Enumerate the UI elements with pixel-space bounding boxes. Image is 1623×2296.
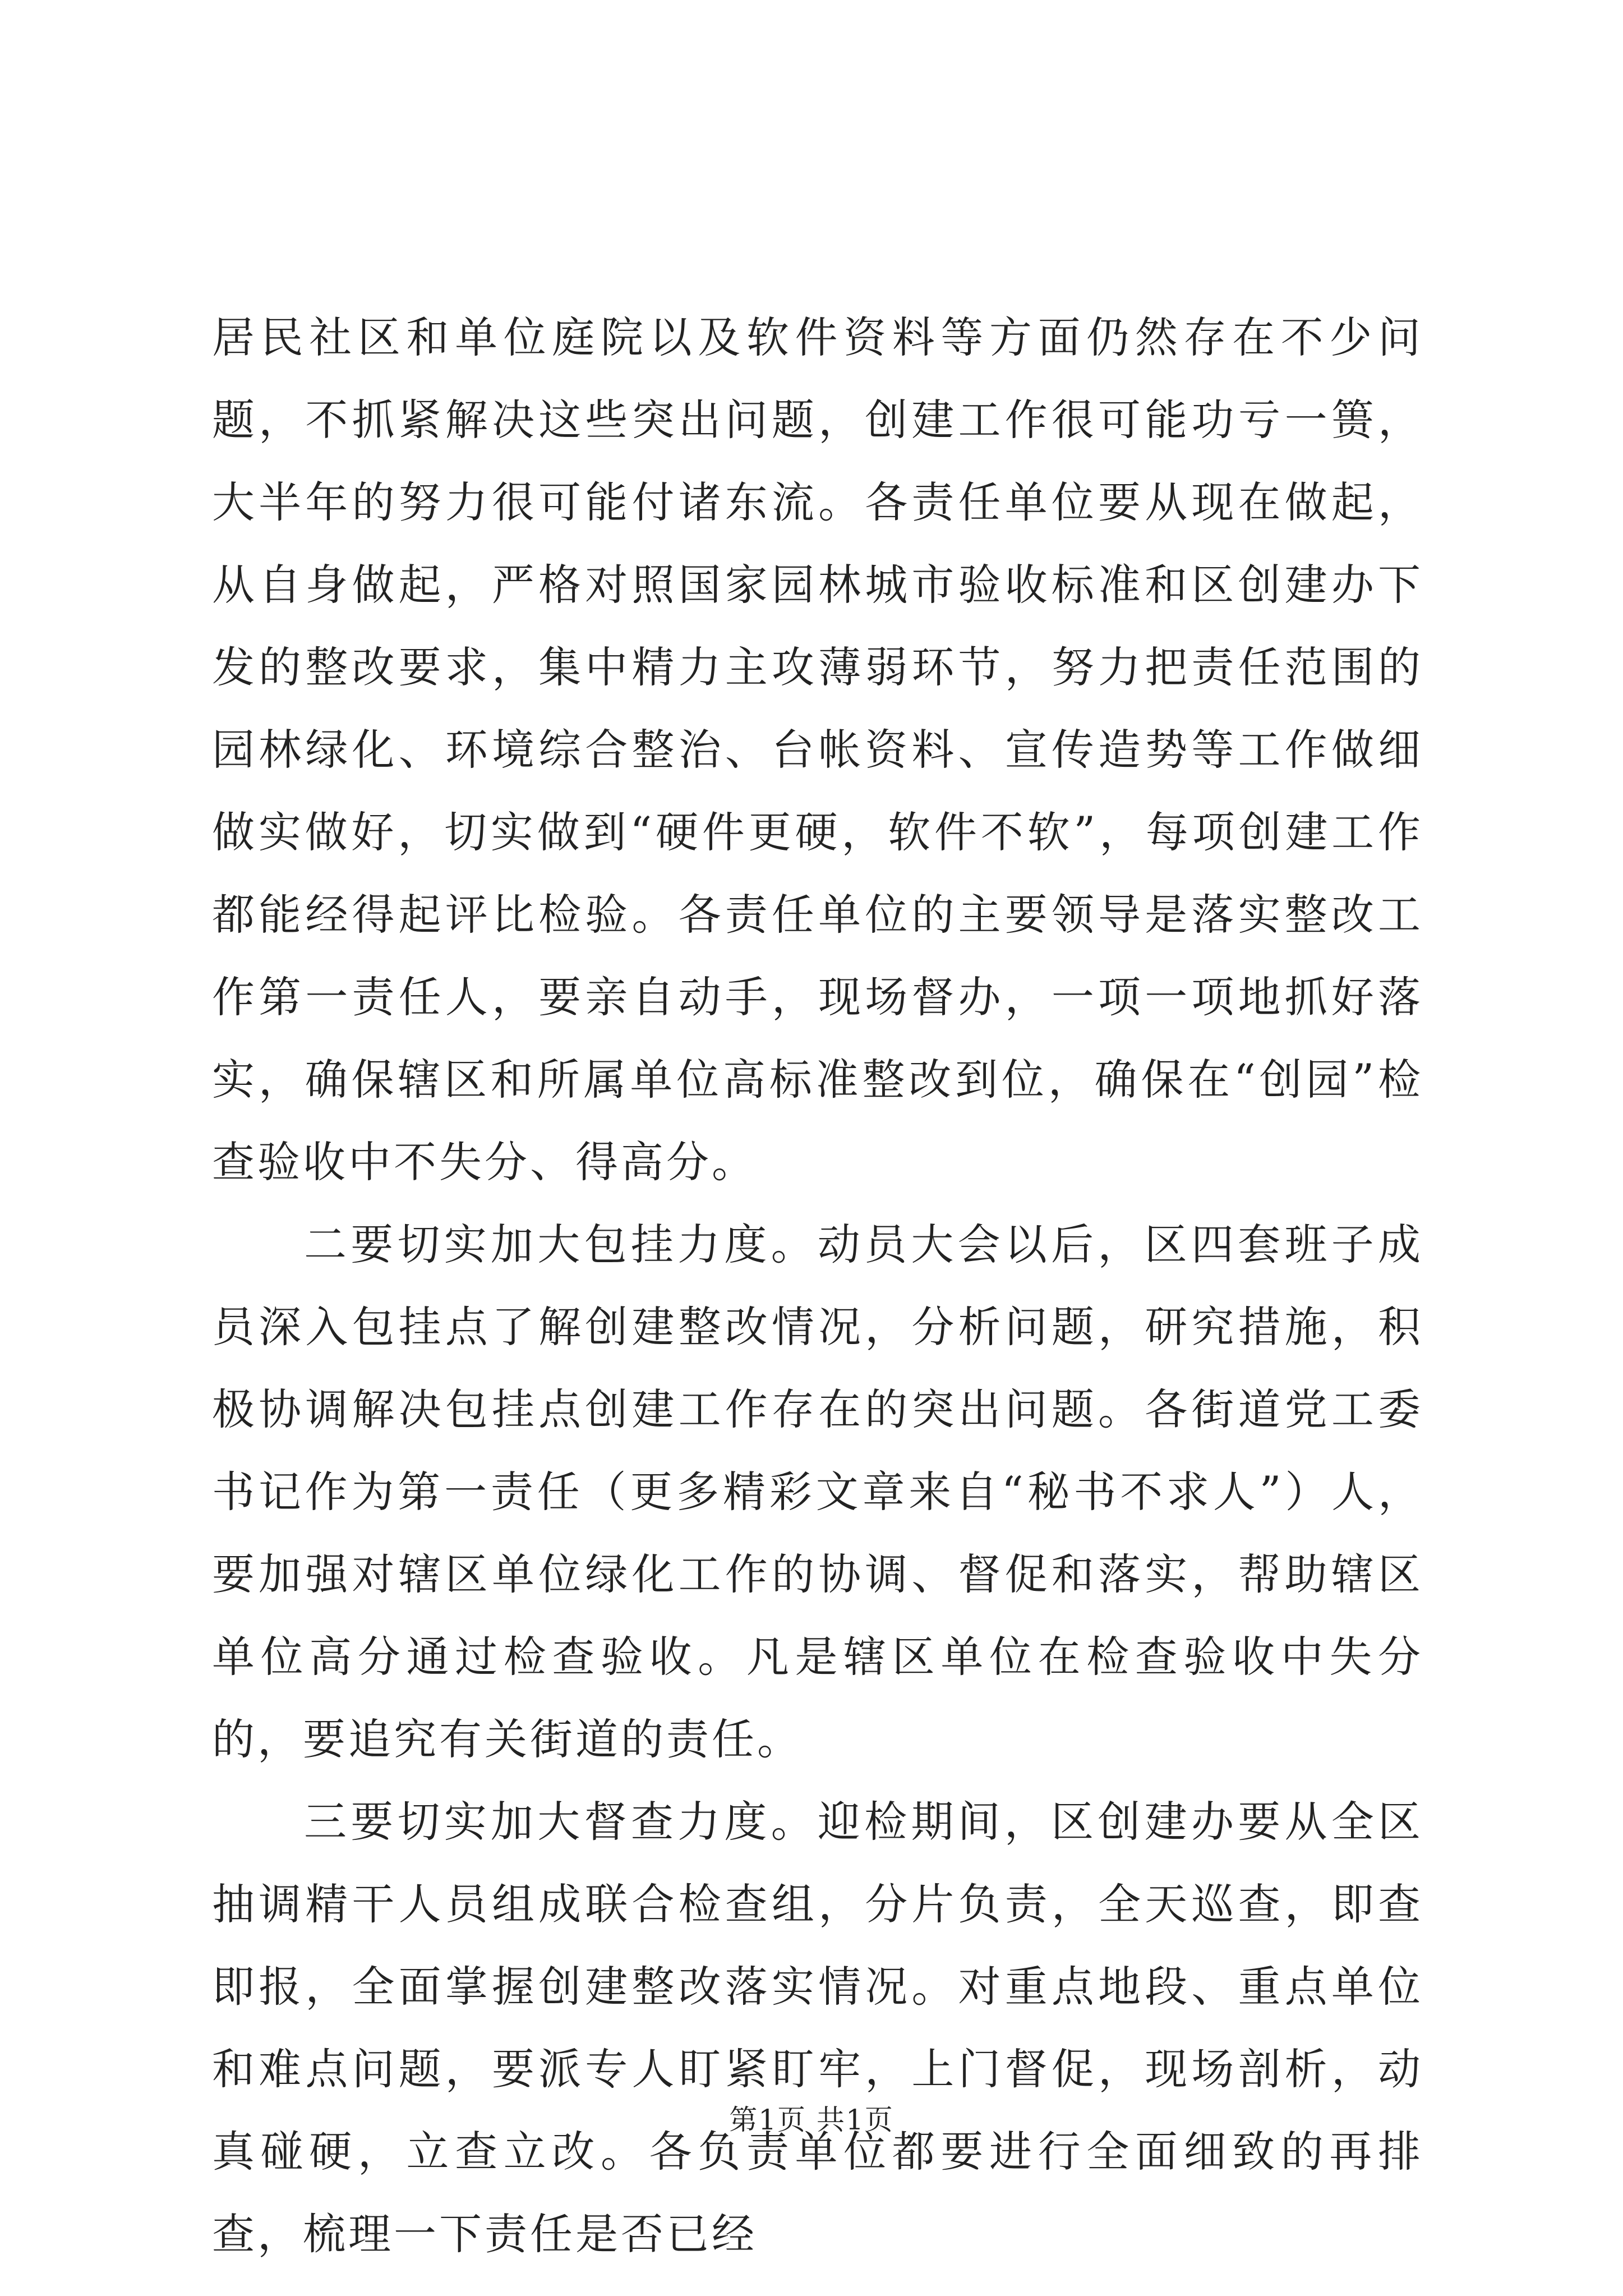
page-footer: 第1页 共1页: [729, 2104, 894, 2136]
paragraph-continuation: 居民社区和单位庭院以及软件资料等方面仍然存在不少问题，不抓紧解决这些突出问题，创建工作很可能功亏一篑，大半年的努力很可能付诸东流。各责任单位要从现在做起，从自身做起，严格对照国家园林城市验收标准和区创建办下发的整改要求，集中精力主攻薄弱环节，努力把责任范围的园林绿化、环境综合整治、台帐资料、宣传造势等工作做细做实做好，切实做到“硬件更硬，软件不软”，每项创建工作都能经得起评比检验。各责任单位的主要领导是落实整改工作第一责任人，要亲自动手，现场督办，一项一项地抓好落实，确保辖区和所属单位高标准整改到位，确保在“创园”检查验收中不失分、得高分。: [212, 312, 1423, 1187]
paragraph-point-three: 三要切实加大督查力度。迎检期间，区创建办要从全区抽调精干人员组成联合检查组，分片负责，全天巡查，即查即报，全面掌握创建整改落实情况。对重点地段、重点单位和难点问题，要派专人盯紧盯牢，上门督促，现场剖析，动真碰硬，立查立改。各负责单位都要进行全面细致的再排查，梳理一下责任是否已经: [212, 1797, 1423, 2259]
document-body: [212, 296, 1423, 2275]
paragraph-point-two: 二要切实加大包挂力度。动员大会以后，区四套班子成员深入包挂点了解创建整改情况，分析问题，研究措施，积极协调解决包挂点创建工作存在的突出问题。各街道党工委书记作为第一责任（更多精彩文章来自“秘书不求人”）人，要加强对辖区单位绿化工作的协调、督促和落实，帮助辖区单位高分通过检查验收。凡是辖区单位在检查验收中失分的，要追究有关街道的责任。: [212, 1220, 1423, 1764]
